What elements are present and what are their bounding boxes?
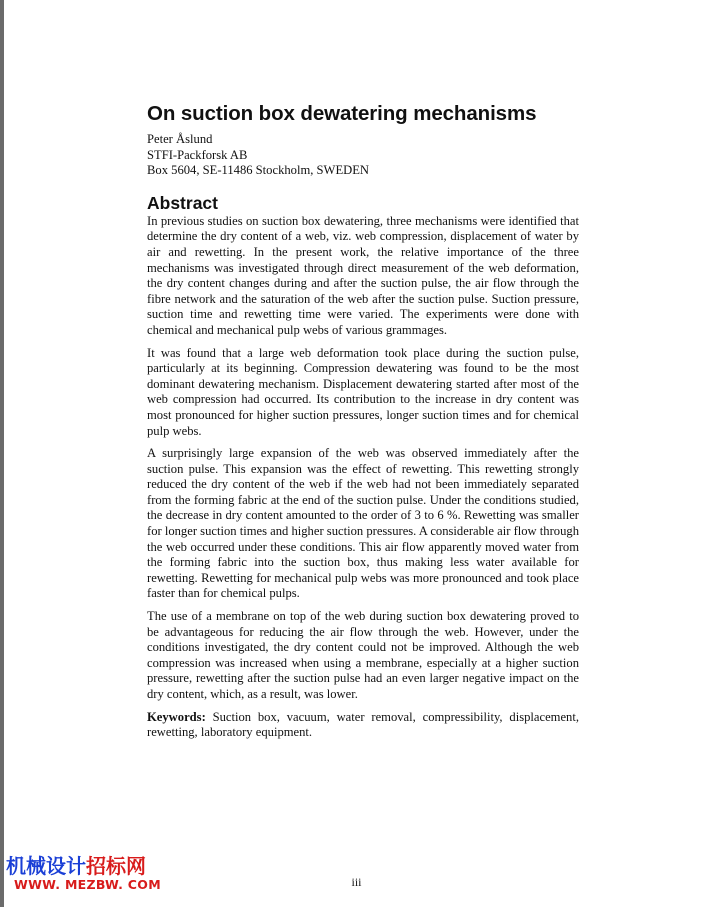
watermark-url: WWW. MEZBW. COM xyxy=(14,877,161,892)
abstract-heading: Abstract xyxy=(147,192,218,213)
page-number: iii xyxy=(351,875,362,889)
author-block xyxy=(147,132,579,179)
watermark-chinese-text xyxy=(6,855,146,877)
site-watermark-logo xyxy=(6,854,161,897)
abstract-paragraph-2: It was found that a large web deformation took place during the suction pulse, particularly at its beginning. Compression dewatering was found to be the most dominant dewatering mechanism. Displacement dewatering started after most of the web compression had occurred. Its contribution to the increase in dry content was most pronounced for higher suction pressures, longer suction times and for chemical pulp webs. xyxy=(147,345,579,438)
keywords-paragraph xyxy=(147,710,579,741)
author-name: Peter Åslund xyxy=(147,132,213,146)
document-title: On suction box dewatering mechanisms xyxy=(147,102,537,125)
abstract-paragraph-3: A surprisingly large expansion of the web was observed immediately after the suction pulse. This expansion was the effect of rewetting. This rewetting strongly reduced the dry content of the web if the web had not been immediately separated from the forming fabric at the end of the suction pulse. Under the conditions studied, the decrease in dry content amounted to the order of 3 to 6 %. Rewetting was smaller for longer suction times and higher suction pressures. A considerable air flow through the web occurred under these conditions. This air flow apparently moved water from the forming fabric into the suction box, thus making less water available for rewetting. Rewetting for mechanical pulp webs was more pronounced and took place faster than for chemical pulps. xyxy=(147,446,579,601)
author-organization: STFI-Packforsk AB xyxy=(147,147,248,162)
author-address: Box 5604, SE-11486 Stockholm, SWEDEN xyxy=(147,163,370,178)
watermark-chinese-red: 招标网 xyxy=(86,854,146,878)
keywords-label: Keywords: xyxy=(147,709,206,724)
page-left-edge xyxy=(0,0,4,907)
abstract-paragraph-4: The use of a membrane on top of the web during suction box dewatering proved to be advantageous for reducing the air flow through the web. However, under the conditions investigated, the dry content could not be improved. Although the web compression was increased when using a membrane, especially at a higher suction pressure, rewetting after the suction pulse had an even larger negative impact on the dry content, which, as a result, was lower. xyxy=(147,609,579,701)
document-page xyxy=(147,102,579,748)
watermark-chinese-blue: 机械设计 xyxy=(6,854,86,878)
abstract-paragraph-1: In previous studies on suction box dewatering, three mechanisms were identified that determine the dry content of a web, viz. web compression, displacement of water by air and rewetting. In the present work, the relative importance of the three mechanisms was investigated through direct measurement of the web deformation, the dry content changes during and after the suction pulse, the air flow through the fibre network and the saturation of the web after the suction pulse. Suction pressure, suction time and rewetting time were varied. The experiments were done with chemical and mechanical pulp webs of various grammages. xyxy=(147,213,579,337)
keywords-text: Suction box, vacuum, water removal, compressibility, displacement, rewetting, laboratory equipment. xyxy=(147,709,579,740)
